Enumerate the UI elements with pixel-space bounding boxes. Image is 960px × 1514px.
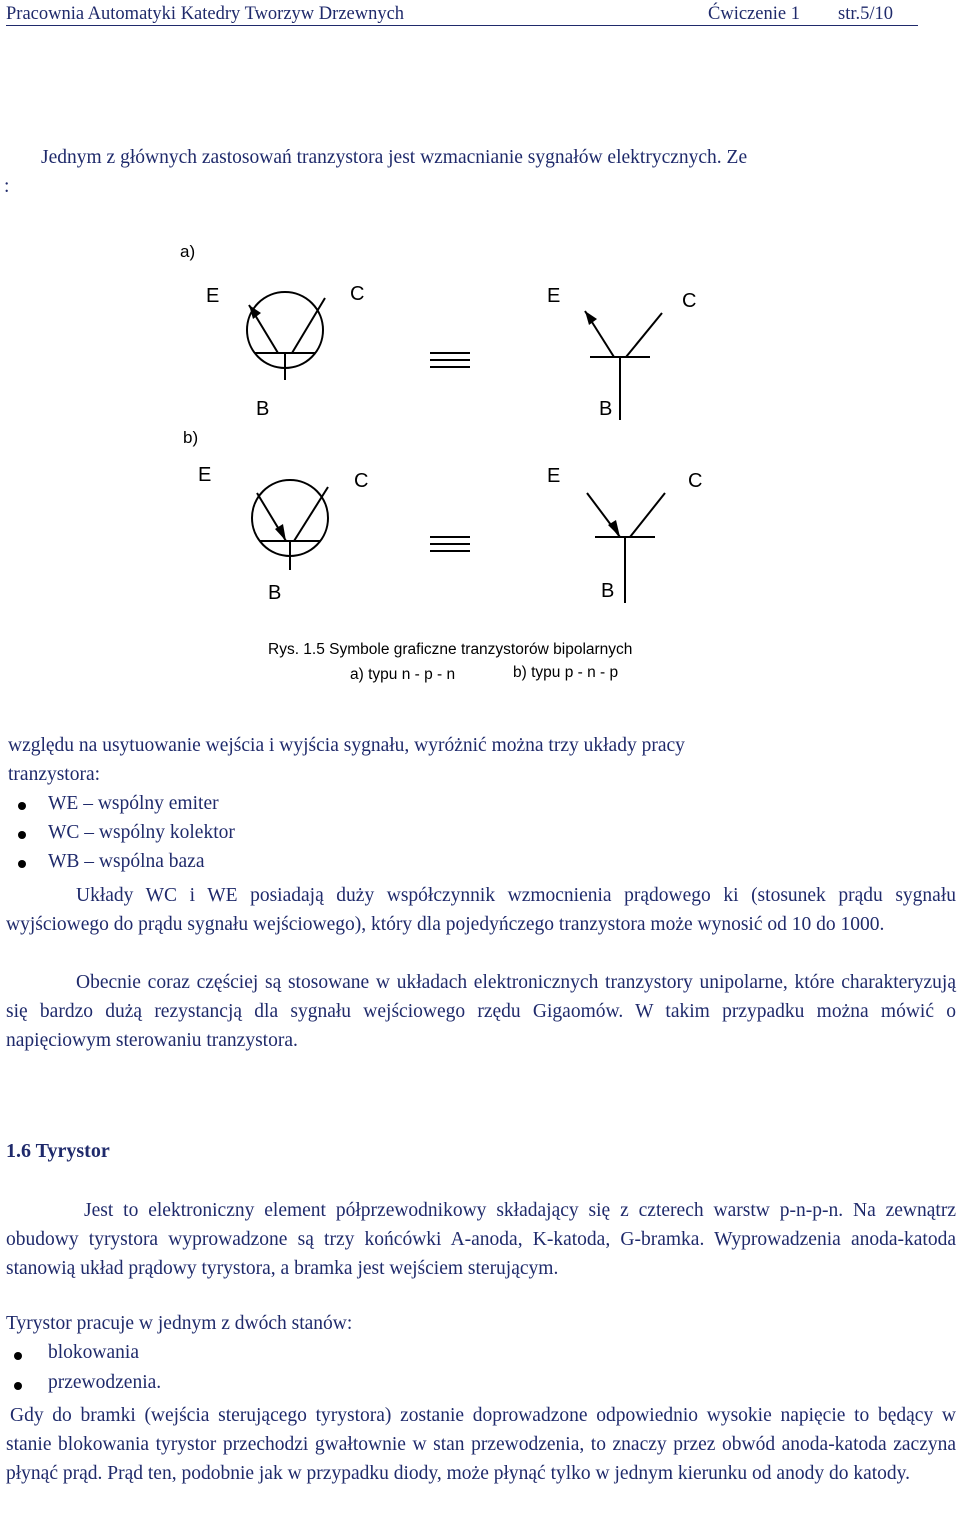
paragraph-3: Obecnie coraz częściej są stosowane w układach elektronicznych tranzystory unipolarne, które charakteryzują się bardzo dużą rezystancją dla sygnału wejściowego rzędu Gigaomów. W takim przypadku można mówić o napięciowym sterowaniu tranzystora. — [6, 972, 956, 1051]
transistor-symbols-figure — [150, 225, 750, 695]
svg-text:E: E — [547, 465, 561, 487]
pnp-symbol-bare — [547, 465, 702, 603]
list-item-przewodzenia: przewodzenia. — [48, 1372, 162, 1393]
header-exercise: Ćwiczenie 1 — [708, 4, 800, 24]
paragraph-6: Gdy do bramki (wejścia sterującego tyrystora) zostanie doprowadzone odpowiednio wysokie napięcie to będący w stanie blokowania tyrystor przechodzi gwałtownie w stan przewodzenia, to znaczy przez obwód anoda-katoda zaczyna płynąć prąd. Prąd ten, podobnie jak w przypadku diody, może płynąć tylko w jednym kierunku od anody do katody. — [6, 1405, 956, 1484]
bullet-icon — [18, 860, 26, 868]
pnp-symbol-circle — [198, 464, 368, 604]
svg-text:C: C — [688, 470, 703, 492]
label-b: b) — [183, 428, 199, 447]
svg-text:B: B — [256, 398, 270, 420]
header-rule — [6, 25, 918, 26]
stray-colon: : — [4, 176, 10, 197]
equivalence-sign-b — [430, 537, 470, 551]
svg-text:B: B — [268, 582, 282, 604]
npn-symbol-circle — [206, 283, 364, 420]
list-item-wc: WC – wspólny kolektor — [48, 822, 235, 843]
emitter-arrow-icon — [585, 311, 597, 325]
svg-text:C: C — [354, 470, 369, 492]
header-title: Pracownia Automatyki Katedry Tworzyw Drzewnych — [6, 4, 405, 24]
paragraph-5: Tyrystor pracuje w jednym z dwóch stanów: — [6, 1313, 353, 1334]
figure-caption-b: b) typu p - n - p — [513, 664, 619, 681]
list-item-we: WE – wspólny emiter — [48, 793, 219, 814]
svg-text:E: E — [206, 285, 220, 307]
bullet-icon — [14, 1352, 22, 1360]
figure-caption-a: a) typu n - p - n — [350, 666, 456, 683]
svg-text:B: B — [599, 398, 613, 420]
section-title-tyrystor: 1.6 Tyrystor — [6, 1140, 110, 1162]
svg-text:C: C — [682, 290, 697, 312]
svg-text:B: B — [601, 580, 615, 602]
intro-sentence: Jednym z głównych zastosowań tranzystora jest wzmacnianie sygnałów elektrycznych. Ze — [41, 147, 748, 168]
paragraph-4: Jest to elektroniczny element półprzewodnikowy składający się z czterech warstw p-n-p-n. Na zewnątrz obudowy tyrystora wyprowadzone są trzy końcówki A-anoda, K-katoda, G-bramka. Wyprowadzenia anoda-katoda stanowią układ prądowy tyrystora, a bramka jest wejściem sterującym. — [6, 1200, 956, 1279]
list-item-wb: WB – wspólna baza — [48, 851, 205, 872]
svg-text:E: E — [198, 464, 212, 486]
npn-symbol-bare — [547, 285, 696, 420]
svg-text:C: C — [350, 283, 365, 305]
bullet-icon — [18, 802, 26, 810]
figure-caption-title: Rys. 1.5 Symbole graficzne tranzystorów bipolarnych — [268, 641, 633, 658]
equivalence-sign-a — [430, 353, 470, 367]
header-page-number: str.5/10 — [838, 4, 893, 24]
paragraph-1-line-1: względu na usytuowanie wejścia i wyjścia sygnału, wyróżnić można trzy układy pracy — [8, 735, 685, 756]
bullet-icon — [18, 831, 26, 839]
list-item-blokowania: blokowania — [48, 1342, 139, 1363]
paragraph-1-line-2: tranzystora: — [8, 764, 101, 785]
paragraph-2: Układy WC i WE posiadają duży współczynnik wzmocnienia prądowego ki (stosunek prądu sygnału wyjściowego do prądu sygnału wejściowego), który dla pojedyńczego tranzystora może wynosić od 10 do 1000. — [6, 885, 956, 935]
svg-text:E: E — [547, 285, 561, 307]
bullet-icon — [14, 1382, 22, 1390]
label-a: a) — [180, 242, 196, 261]
